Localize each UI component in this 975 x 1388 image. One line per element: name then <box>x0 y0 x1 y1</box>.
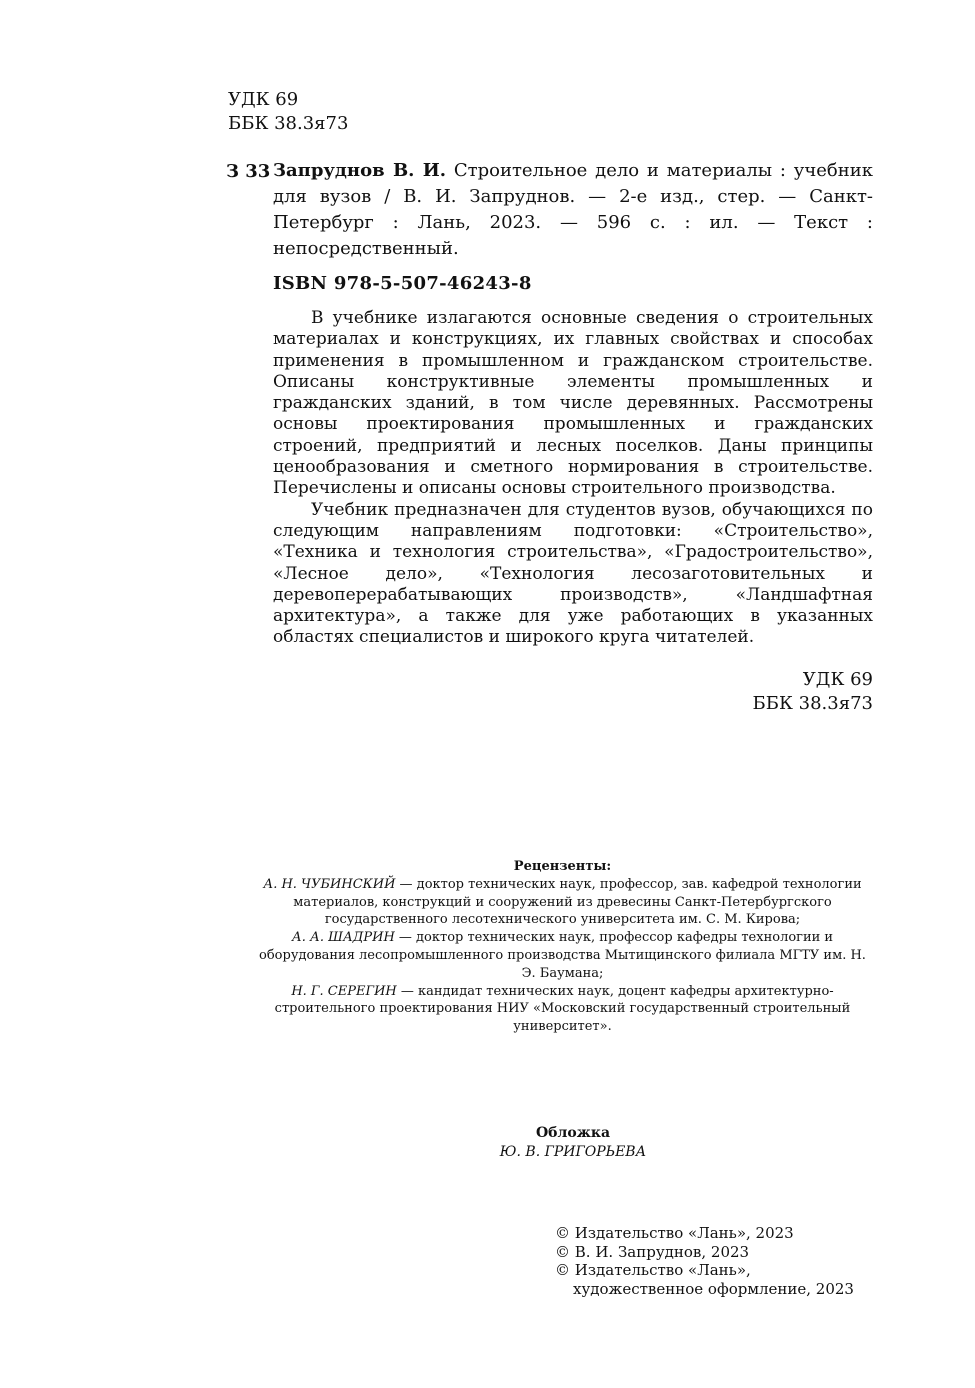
udk-code: УДК 69 <box>802 669 873 690</box>
copyright-block <box>555 1224 854 1298</box>
annotation-paragraph: Учебник предназначен для студентов вузов, обучающихся по следующим направлениям подготовки: «Строительство», «Техника и технология строительства», «Градостроительство», «Лесное дело», «Технология лесозаготовительных и деревоперерабатывающих производств», «Ландшафтная архитектура», а также для уже работающих в указанных областях специалистов и широкого круга читателей. <box>273 499 873 648</box>
bbk-code: ББК 38.3я73 <box>228 113 349 134</box>
copyright-line: © Издательство «Лань», <box>555 1261 751 1279</box>
reviewers-heading: Рецензенты: <box>513 859 612 874</box>
bibliographic-description: Строительное дело и материалы : учебник для вузов / В. И. Запруднов. — 2-е изд., стер. — Санкт-Петербург : Лань, 2023. — 596 с. : ил. — Текст : непосредственный. <box>273 160 873 259</box>
copyright-line: © Издательство «Лань», 2023 <box>555 1224 794 1242</box>
isbn: ISBN 978-5-507-46243-8 <box>273 273 532 294</box>
reviewer-entry <box>250 876 875 929</box>
reviewer-description: — кандидат технических наук, доцент кафедры архитектурно-строительного проектирования НИУ «Московский государственный строительный университет». <box>274 983 851 1035</box>
reviewer-name: Н. Г. СЕРЕГИН <box>291 983 397 999</box>
author-name: Запруднов В. И. <box>273 160 447 181</box>
author-code: З 33 <box>226 161 271 182</box>
bibliographic-record <box>273 158 873 262</box>
copyright-line: художественное оформление, 2023 <box>573 1279 854 1298</box>
udk-code: УДК 69 <box>228 89 299 110</box>
cover-credit <box>350 1124 796 1162</box>
annotation <box>273 308 873 649</box>
reviewer-entry <box>250 929 875 982</box>
reviewers-block <box>250 858 875 1036</box>
reviewer-entry <box>250 983 875 1036</box>
bbk-code: ББК 38.3я73 <box>752 693 873 714</box>
reviewer-description: — доктор технических наук, профессор кафедры технологии и оборудования лесопромышленного производства Мытищинского филиала МГТУ им. Н. Э. Баумана; <box>259 930 866 981</box>
classification-top <box>228 88 348 136</box>
reviewer-name: А. Н. ЧУБИНСКИЙ <box>263 876 396 892</box>
annotation-paragraph: В учебнике излагаются основные сведения о строительных материалах и конструкциях, их главных свойствах и способах применения в промышленном и гражданском строительстве. Описаны конструктивные элементы промышленных и гражданских зданий, в том числе деревянных. Рассмотрены основы проектирования промышленных и гражданских строений, предприятий и лесных поселков. Даны принципы ценообразования и сметного нормирования в строительстве. Перечислены и описаны основы строительного производства. <box>273 308 873 499</box>
cover-designer: Ю. В. ГРИГОРЬЕВА <box>499 1144 647 1160</box>
classification-bottom <box>753 668 873 716</box>
copyright-line: © В. И. Запруднов, 2023 <box>555 1242 750 1261</box>
reviewer-description: — доктор технических наук, профессор, зав. кафедрой технологии материалов, конструкций и сооружений из древесины Санкт-Петербургского государственного лесотехнического университета им. С. М. Кирова; <box>293 876 862 928</box>
cover-heading: Обложка <box>535 1125 611 1141</box>
reviewer-name: А. А. ШАДРИН <box>291 930 395 946</box>
